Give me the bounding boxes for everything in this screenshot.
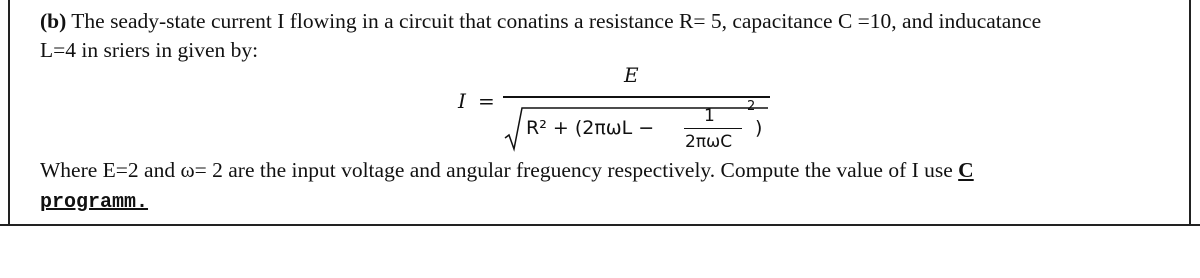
problem-text-3: Where E=2 and ω= 2 are the input voltage and angular freguency respectively. Compute the value of I use: [40, 158, 959, 182]
formula-lhs: I: [458, 89, 466, 113]
exponent: 2: [747, 99, 756, 114]
problem-line-2: L=4 in sriers in given by:: [40, 38, 259, 62]
formula-equals: =: [478, 89, 495, 113]
radicand-start: R² + (2πωL −: [526, 117, 655, 139]
programm-link[interactable]: programm.: [40, 191, 149, 214]
problem-text-1: The seady-state current I flowing in a circuit that conatins a resistance R= 5, capacitance C =10, and inducatance: [66, 9, 1042, 33]
inner-denominator: 2πωC: [685, 132, 733, 152]
problem-line-4: [40, 190, 148, 213]
problem-line-3: [40, 160, 974, 182]
bottom-border: [0, 224, 1200, 226]
formula-numerator: E: [624, 63, 639, 87]
close-paren: ): [755, 117, 763, 139]
inner-fraction-bar: [684, 128, 742, 129]
c-language-link[interactable]: C: [958, 158, 974, 182]
inner-numerator: 1: [704, 106, 715, 126]
problem-label: (b): [40, 9, 67, 33]
